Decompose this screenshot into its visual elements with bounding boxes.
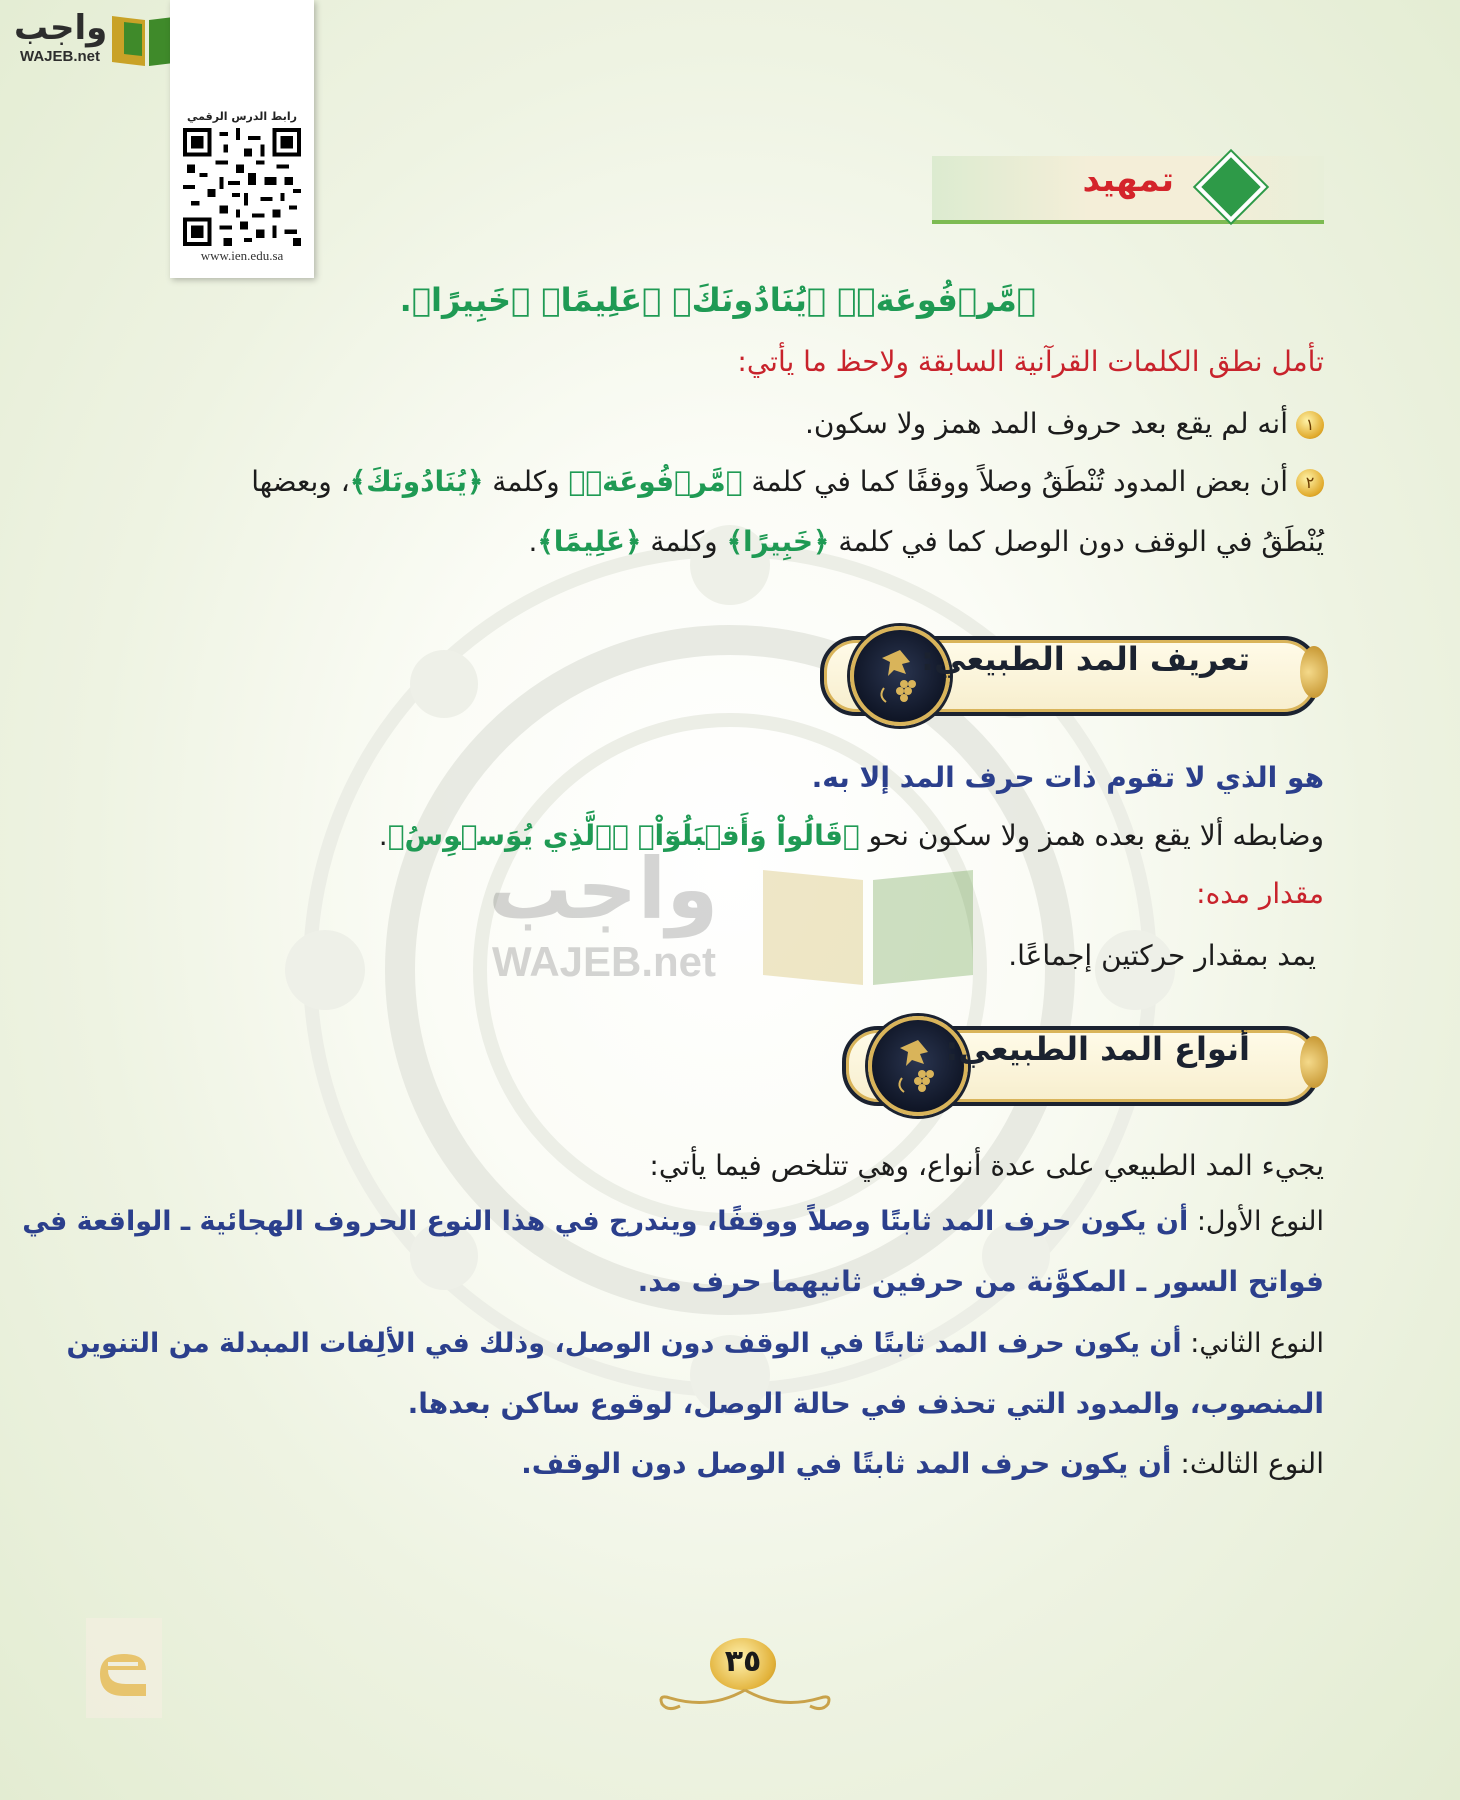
quran-word: ﴿يُنَادُونَكَ﴾ [349,465,484,498]
type-1-text: أن يكون حرف المد ثابتًا وصلاً ووقفًا، ويندرج في هذا النوع الحروف الهجائية ـ الواقعة في [22,1206,1189,1237]
brand-logo[interactable] [8,6,188,76]
quran-word: ﴿مَّرۡفُوعَةٖ﴾ [568,465,743,498]
types-header-text: أنواع المد الطبيعي: [945,1030,1250,1068]
type-2-text: أن يكون حرف المد ثابتًا في الوقف دون الوصل، وذلك في الألِفات المبدلة من التنوين [66,1328,1182,1359]
point-2-text-e: وكلمة [650,525,718,558]
point-2-text-b: وكلمة [492,465,560,498]
quran-word: ﴿خَبِيرًا﴾ [726,525,830,558]
quran-words-line: ﴿مَّرۡفُوعَةٖ﴾ ﴿يُنَادُونَكَ﴾ ﴿عَلِيمًا﴾ ﴿خَبِيرًا﴾. [399,281,1036,319]
quran-word: ﴿قَالُواْ وَأَقۡبَلُوٓاْ﴾ [637,819,860,852]
type-1-continued: فواتح السور ـ المكوَّنة من حرفين ثانيهما حرف مد. [637,1265,1324,1298]
plaque-cap-ornament [1300,1036,1328,1088]
types-header [842,1016,1320,1108]
watermark-domain: WAJEB.net [492,938,717,985]
plaque-cap-ornament [1300,646,1328,698]
point-2-continued [528,520,1324,564]
corner-logo-icon [86,1618,162,1718]
section-title: تمهيد [1082,160,1174,200]
type-3-label: النوع الثالث: [1180,1447,1324,1480]
qr-code-icon[interactable] [182,128,302,246]
type-3-text: أن يكون حرف المد ثابتًا في الوصل دون الوقف. [521,1447,1172,1480]
number-badge: ٢ [1296,469,1324,497]
point-1-text: أنه لم يقع بعد حروف المد همز ولا سكون. [804,407,1288,440]
amount-label: مقدار مده: [1196,877,1324,910]
amount-text: يمد بمقدار حركتين إجماعًا. [1008,939,1316,972]
watermark-word: واجب [488,840,719,938]
watermark-book-icon [753,850,983,990]
type-2-label: النوع الثاني: [1190,1328,1324,1359]
diamond-icon [1196,152,1267,223]
brand-name: واجب [14,8,108,48]
definition-text: هو الذي لا تقوم ذات حرف المد إلا به. [811,761,1324,794]
point-2-text-a: أن بعض المدود تُنْطَقُ وصلاً ووقفًا كما في كلمة [751,465,1288,498]
type-3 [521,1442,1324,1486]
point-2-text-f: . [528,525,538,558]
definition-header-text: تعريف المد الطبيعي: [921,640,1250,678]
point-2 [251,460,1324,504]
type-2 [67,1322,1324,1366]
point-1 [805,402,1324,446]
type-2-continued: المنصوب، والمدود التي تحذف في حالة الوصل، لوقوع ساكن بعدها. [407,1387,1324,1420]
type-1 [22,1200,1324,1244]
quran-word: ﴿عَلِيمًا﴾ [537,525,642,558]
page-number-text: ٣٥ [724,1644,762,1679]
instruction-line: تأمل نطق الكلمات القرآنية السابقة ولاحظ ما يأتي: [737,345,1324,378]
quran-word: ﴿ٱلَّذِي يُوَسۡوِسُ﴾ [387,819,629,852]
point-2-text-c: ، وبعضها [251,465,350,498]
brand-domain: WAJEB.net [20,48,101,65]
rule-text: وضابطه ألا يقع بعده همز ولا سكون نحو [868,819,1324,852]
watermark [488,840,1008,1000]
definition-rule [379,814,1324,858]
type-1-label: النوع الأول: [1196,1206,1324,1237]
page-number-flourish-ornament [650,1680,840,1720]
qr-card[interactable] [170,0,314,278]
point-2-text-d: يُنْطَقُ في الوقف دون الوصل كما في كلمة [838,525,1324,558]
types-intro: يجيء المد الطبيعي على عدة أنواع، وهي تتلخص فيما يأتي: [649,1149,1324,1182]
definition-header [820,626,1320,718]
rule-end: . [378,819,388,852]
section-banner-tamheed [932,156,1324,224]
qr-url: www.ien.edu.sa [200,248,284,263]
number-badge: ١ [1296,411,1324,439]
qr-label: رابط الدرس الرقمي [187,110,297,123]
